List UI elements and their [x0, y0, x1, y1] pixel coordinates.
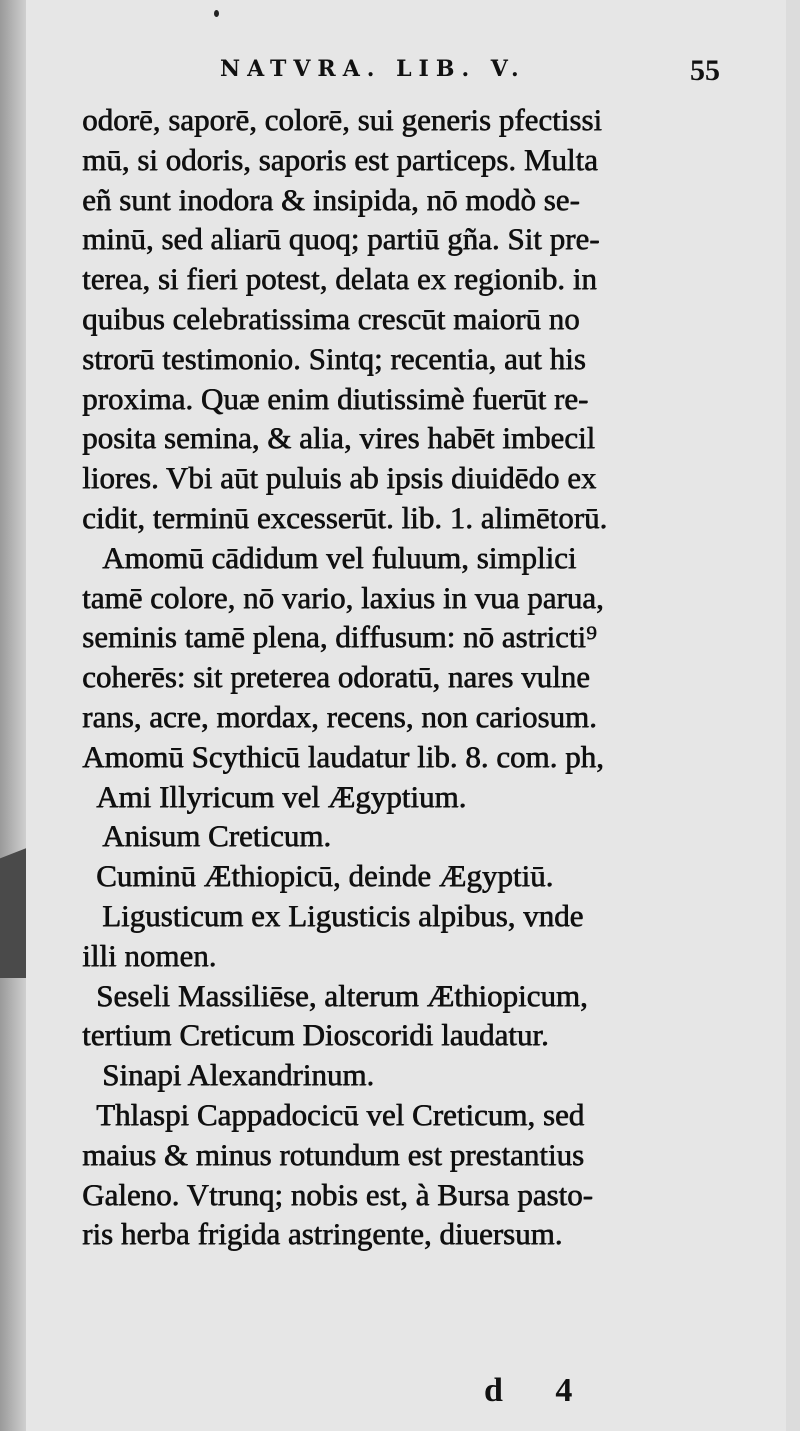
text-line: Cuminū Æthiopicū, deinde Ægyptiū. — [96, 858, 554, 894]
text-line: Seseli Massiliēse, alterum Æthiopicum, — [96, 977, 588, 1013]
text-line: ris herba frigida astringente, diuersum. — [82, 1216, 563, 1252]
text-line: seminis tamē plena, diffusum: nō astricti⁹ — [82, 619, 597, 655]
text-line: Sinapi Alexandrinum. — [102, 1057, 375, 1093]
text-line: tertium Creticum Dioscoridi laudatur. — [82, 1017, 549, 1053]
text-line: liores. Vbi aūt puluis ab ipsis diuidēdo ex — [82, 460, 597, 496]
text-line: illi nomen. — [82, 937, 217, 973]
running-head: NATVRA. LIB. V. — [220, 56, 526, 82]
text-line: quibus celebratissima crescūt maiorū no — [82, 300, 580, 336]
text-line: Amomū cādidum vel fuluum, simplici — [102, 539, 577, 575]
text-line: Amomū Scythicū laudatur lib. 8. com. ph, — [82, 738, 604, 774]
text-line: Anisum Creticum. — [102, 818, 332, 854]
text-line: proxima. Quæ enim diutissimè fuerūt re- — [82, 380, 589, 416]
text-line: maius & minus rotundum est prestantius — [82, 1136, 584, 1172]
text-line: minū, sed aliarū quoq; partiū gña. Sit pre- — [82, 221, 600, 257]
text-line: mū, si odoris, saporis est particeps. Multa — [82, 141, 598, 177]
text-line: Ami Illyricum vel Ægyptium. — [96, 778, 467, 814]
text-line: tamē colore, nō vario, laxius in vua parua, — [82, 579, 604, 615]
text-line: terea, si fieri potest, delata ex regionib. in — [82, 261, 597, 297]
text-line: posita semina, & alia, vires habēt imbecil — [82, 420, 596, 456]
text-line: cidit, terminū excesserūt. lib. 1. alimētorū. — [82, 499, 608, 535]
text-line: coherēs: sit preterea odoratū, nares vulne — [82, 659, 590, 695]
text-line: Galeno. Vtrunq; nobis est, à Bursa pasto- — [82, 1176, 593, 1212]
text-line: rans, acre, mordax, recens, non cariosum. — [82, 698, 597, 734]
ink-dot — [214, 10, 219, 17]
text-line: odorē, saporē, colorē, sui generis pfectissi — [82, 102, 602, 137]
page-gutter — [0, 0, 26, 1431]
folio-number: 55 — [690, 54, 720, 87]
text-line: Thlaspi Cappadocicū vel Creticum, sed — [96, 1096, 585, 1132]
body-text — [82, 100, 742, 1254]
signature-mark: d 4 — [484, 1372, 595, 1409]
text-line: eñ sunt inodora & insipida, nō modò se- — [82, 181, 580, 217]
text-line: strorū testimonio. Sintq; recentia, aut his — [82, 340, 586, 376]
text-line: Ligusticum ex Ligusticis alpibus, vnde — [102, 897, 584, 933]
